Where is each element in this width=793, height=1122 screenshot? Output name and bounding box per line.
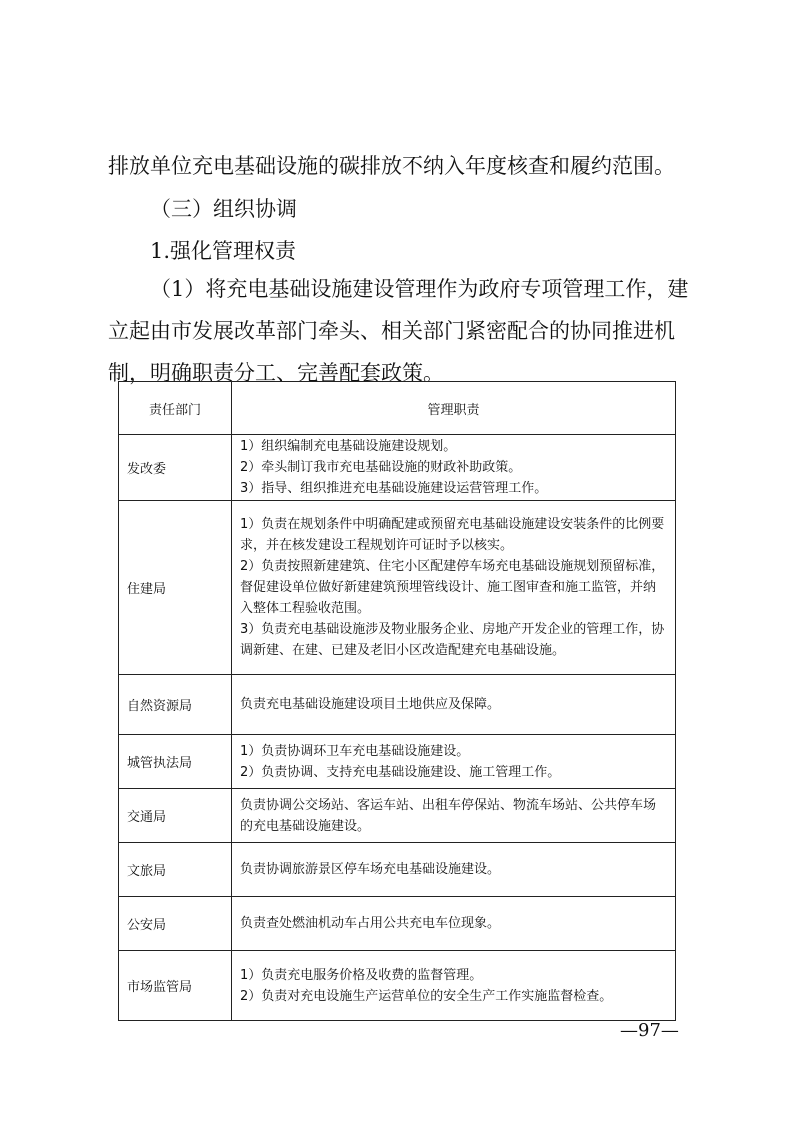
duty-line: 3）指导、组织推进充电基础设施建设运营管理工作。	[240, 481, 548, 496]
department-cell: 市场监管局	[119, 951, 232, 1021]
paragraph-continuation: 排放单位充电基础设施的碳排放不纳入年度核查和履约范围。	[108, 154, 675, 178]
duty-cell	[232, 789, 676, 843]
department-cell: 住建局	[119, 501, 232, 675]
duty-cell	[232, 435, 676, 501]
department-cell: 自然资源局	[119, 675, 232, 735]
department-cell: 公安局	[119, 897, 232, 951]
department-cell: 城管执法局	[119, 735, 232, 789]
duty-line: 负责查处燃油机动车占用公共充电车位现象。	[240, 916, 501, 931]
duty-cell	[232, 735, 676, 789]
header-dept: 责任部门	[119, 382, 232, 435]
table-row	[119, 789, 676, 843]
paragraph-line: 制，明确职责分工、完善配套政策。	[108, 361, 444, 385]
department-cell: 发改委	[119, 435, 232, 501]
table-body	[119, 435, 676, 1021]
table-header-row	[119, 382, 676, 435]
paragraph-duties	[108, 268, 693, 394]
duty-cell	[232, 897, 676, 951]
duty-line: 负责协调公交场站、客运车站、出租车停保站、物流车场站、公共停车场的充电基础设施建设。	[240, 797, 657, 834]
duty-line: 2）负责协调、支持充电基础设施建设、施工管理工作。	[240, 764, 561, 780]
page-number: —97—	[620, 1020, 679, 1041]
duty-line: 1）组织编制充电基础设施建设规划。	[240, 439, 457, 454]
responsibility-table	[118, 381, 676, 1021]
table-row	[119, 951, 676, 1021]
duty-cell	[232, 951, 676, 1021]
duty-line: 2）负责按照新建建筑、住宅小区配建停车场充电基础设施规划预留标准，督促建设单位做好新建建筑预埋管线设计、施工图审查和施工监管，并纳入整体工程验收范围。	[240, 559, 665, 616]
duty-cell	[232, 501, 676, 675]
table-row	[119, 501, 676, 675]
duty-cell	[232, 675, 676, 735]
subsection-heading: 1.强化管理权责	[150, 239, 297, 263]
table-row	[119, 435, 676, 501]
duty-line: 负责充电基础设施建设项目土地供应及保障。	[240, 697, 501, 712]
header-duty: 管理职责	[232, 382, 676, 435]
duty-line: 负责协调旅游景区停车场充电基础设施建设。	[240, 862, 501, 877]
duty-cell	[232, 843, 676, 897]
duty-line: 3）负责充电基础设施涉及物业服务企业、房地产开发企业的管理工作，协调新建、在建、已建及老旧小区改造配建充电基础设施。	[240, 622, 665, 658]
department-cell: 交通局	[119, 789, 232, 843]
duty-line: 2）负责对充电设施生产运营单位的安全生产工作实施监督检查。	[240, 988, 613, 1004]
table-row	[119, 897, 676, 951]
duty-line: 2）牵头制订我市充电基础设施的财政补助政策。	[240, 460, 522, 475]
table-row	[119, 675, 676, 735]
department-cell: 文旅局	[119, 843, 232, 897]
duty-line: 1）负责充电服务价格及收费的监督管理。	[240, 967, 483, 983]
duty-line: 1）负责在规划条件中明确配建或预留充电基础设施建设安装条件的比例要求，并在核发建设工程规划许可证时予以核实。	[240, 517, 665, 553]
section-heading: （三）组织协调	[150, 197, 297, 221]
table-row	[119, 843, 676, 897]
table-row	[119, 735, 676, 789]
paragraph-line: （1）将充电基础设施建设管理作为政府专项管理工作，建	[150, 277, 689, 301]
paragraph-line: 立起由市发展改革部门牵头、相关部门紧密配合的协同推进机	[108, 319, 675, 343]
duty-line: 1）负责协调环卫车充电基础设施建设。	[240, 743, 470, 759]
